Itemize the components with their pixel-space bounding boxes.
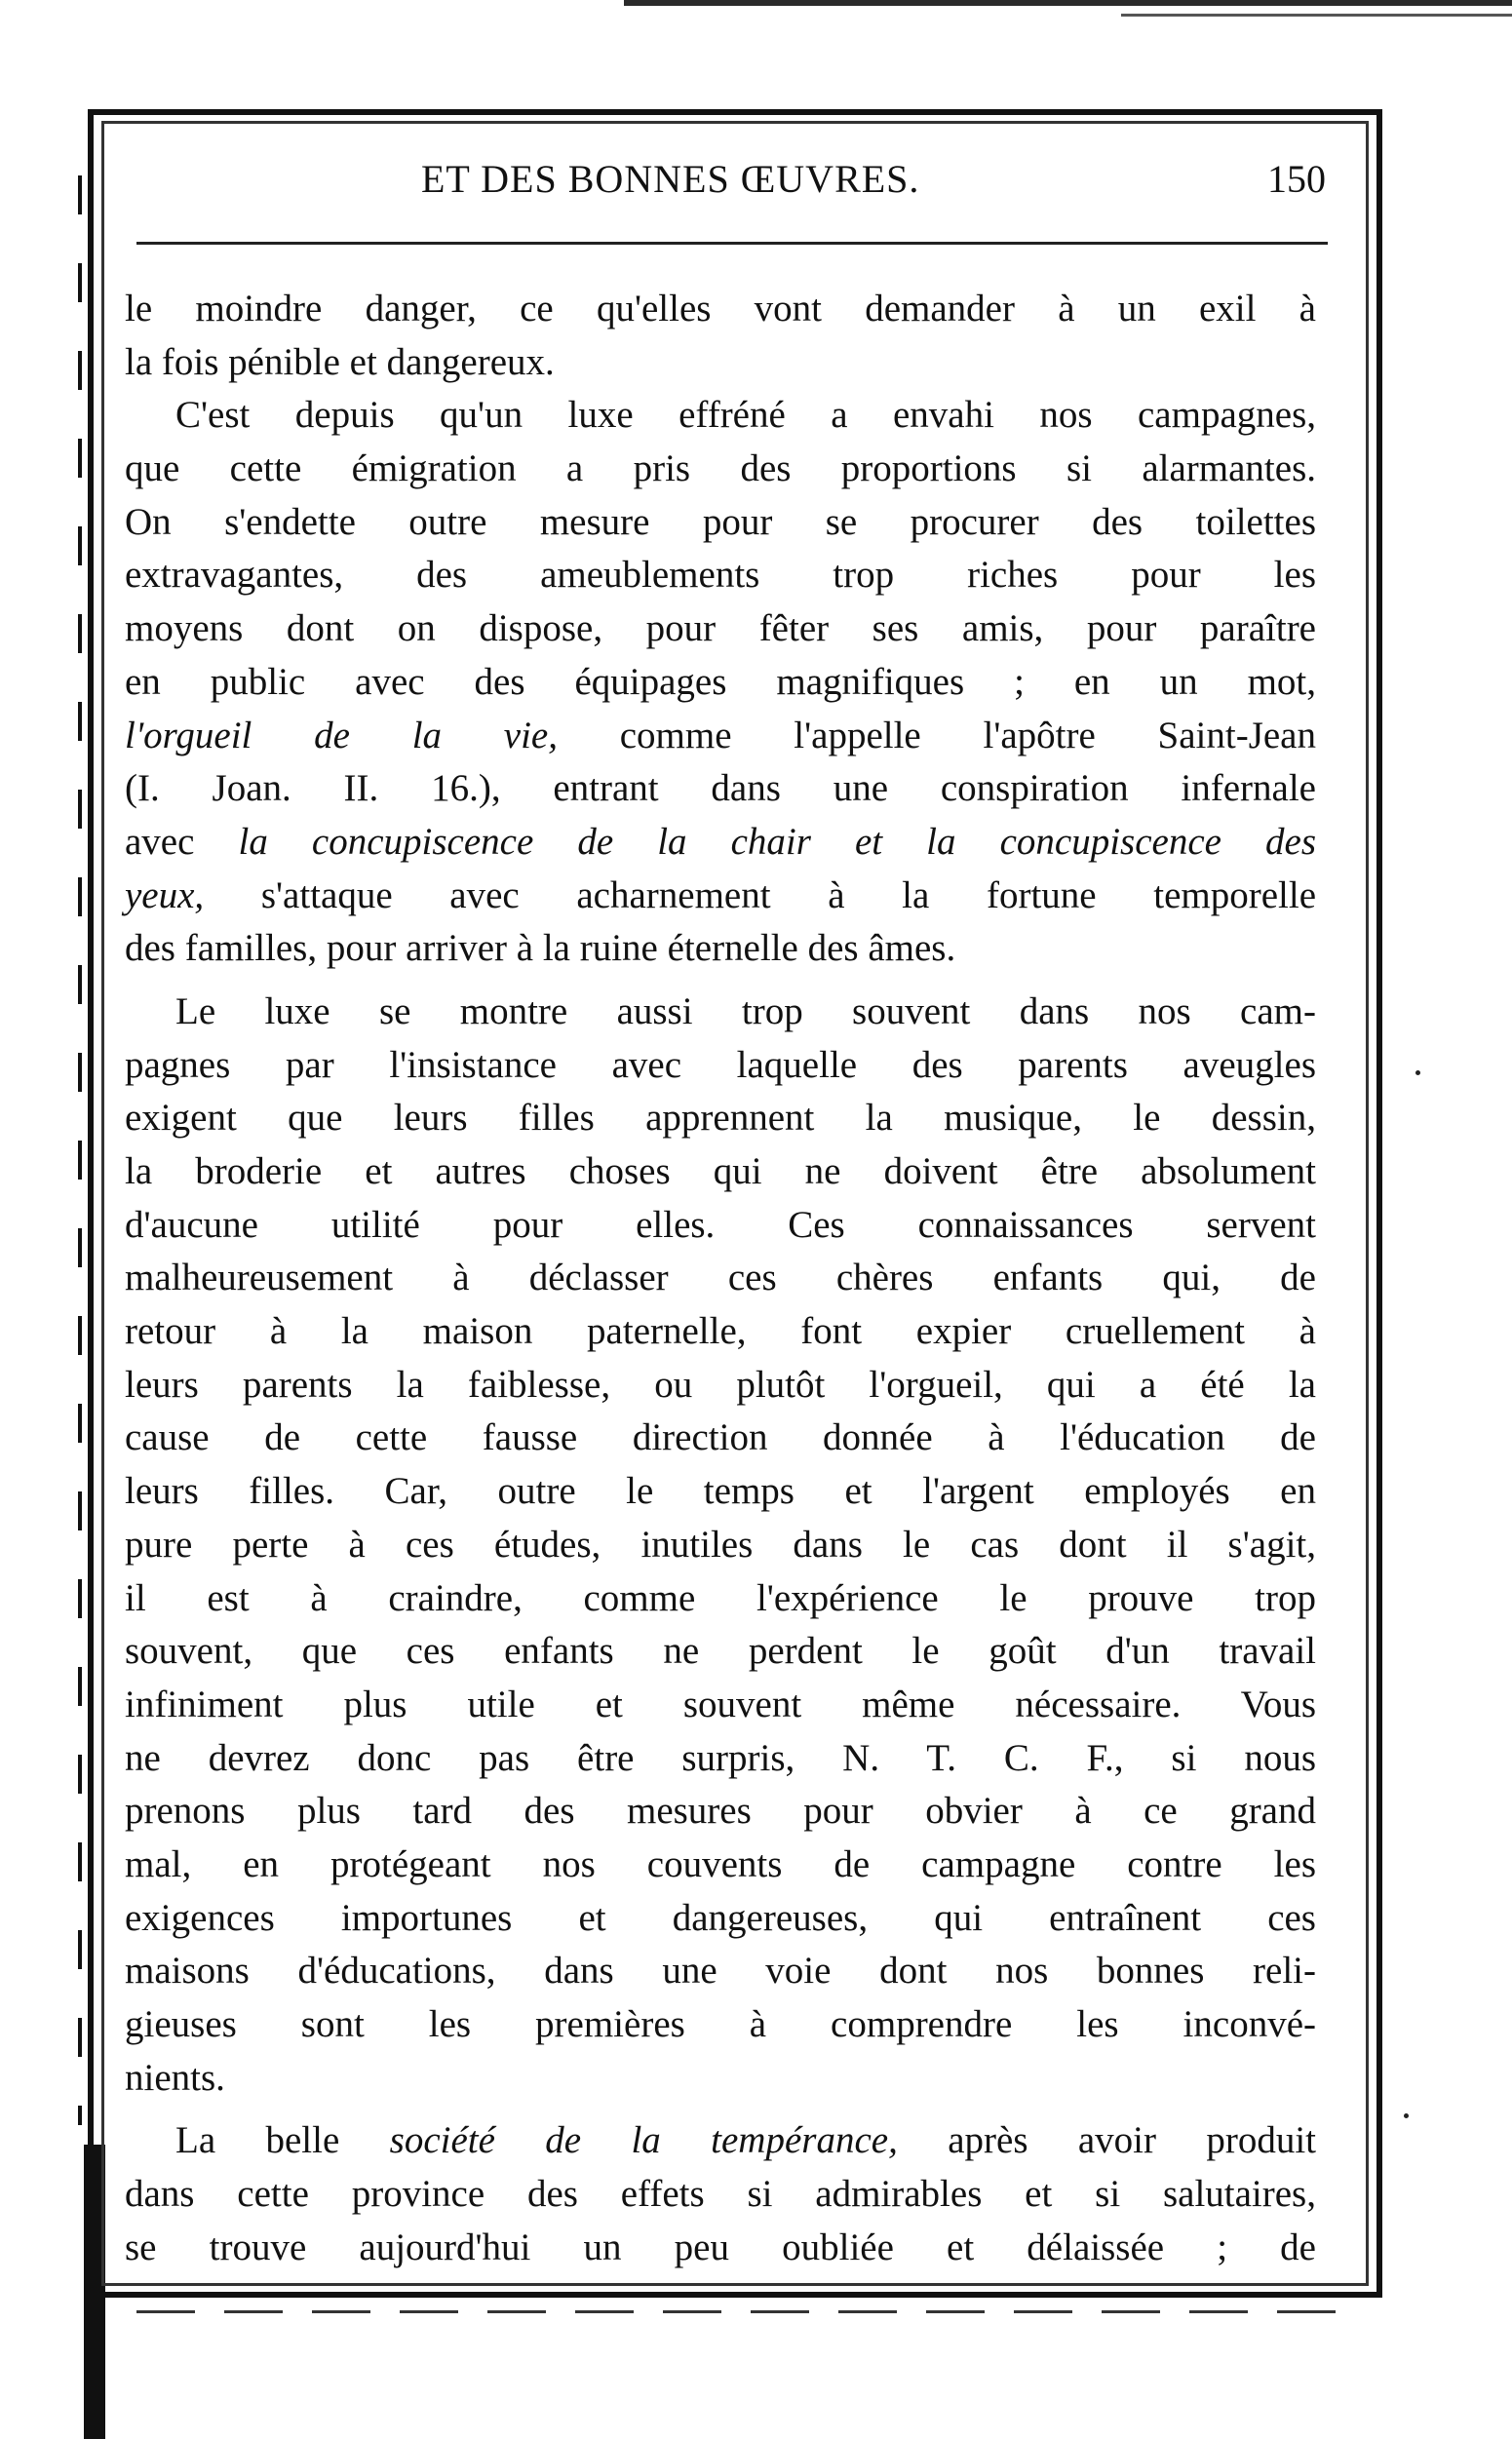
- text-line: leurs parents la faiblesse, ou plutôt l'orgueil, qui a été la: [125, 1363, 1316, 1406]
- text-line: que cette émigration a pris des proportions si alarmantes.: [125, 447, 1316, 490]
- text-run: s'attaque avec acharnement à la fortune temporelle: [204, 873, 1316, 916]
- text-line: se trouve aujourd'hui un peu oubliée et délaissée ; de: [125, 2226, 1316, 2268]
- text-line: extravagantes, des ameublements trop riches pour les: [125, 554, 1316, 597]
- text-line: [125, 870, 1316, 923]
- text-line: (I. Joan. II. 16.), entrant dans une conspiration infernale: [125, 767, 1316, 810]
- text-line: d'aucune utilité pour elles. Ces connaissances servent: [125, 1203, 1316, 1246]
- text-line: On s'endette outre mesure pour se procurer des toilettes: [125, 500, 1316, 543]
- body-text: [125, 283, 1316, 2274]
- text-line: la fois pénible et dangereux.: [125, 340, 555, 383]
- page-number: 150: [1267, 157, 1326, 201]
- text-line: leurs filles. Car, outre le temps et l'argent employés en: [125, 1470, 1316, 1513]
- text-line: ne devrez donc pas être surpris, N. T. C. F., si nous: [125, 1736, 1316, 1779]
- running-title: ET DES BONNES ŒUVRES.: [421, 157, 920, 201]
- text-line: la broderie et autres choses qui ne doivent être absolument: [125, 1150, 1316, 1192]
- text-line: malheureusement à déclasser ces chères enfants qui, de: [125, 1257, 1316, 1299]
- text-line: retour à la maison paternelle, font expier cruellement à: [125, 1310, 1316, 1353]
- text-line: dans cette province des effets si admirables et si salutaires,: [125, 2173, 1316, 2216]
- text-line: maisons d'éducations, dans une voie dont nos bonnes reli-: [125, 1950, 1316, 1993]
- text-line: [125, 816, 1316, 870]
- text-run: comme l'appelle l'apôtre Saint-Jean: [557, 714, 1316, 756]
- text-line: le moindre danger, ce qu'elles vont demander à un exil à: [125, 288, 1316, 329]
- text-line: Le luxe se montre aussi trop souvent dans nos cam-: [175, 989, 1316, 1032]
- header-rule: [136, 242, 1328, 245]
- bottom-rule: [136, 2310, 1336, 2313]
- italic-phrase: société de la tempérance,: [389, 2119, 898, 2162]
- text-line: souvent, que ces enfants ne perdent le goût d'un travail: [125, 1630, 1316, 1673]
- text-line: infiniment plus utile et souvent même nécessaire. Vous: [125, 1683, 1316, 1725]
- text-line: des familles, pour arriver à la ruine éternelle des âmes.: [125, 927, 956, 970]
- left-edge-marks: [78, 175, 82, 2125]
- text-line: pagnes par l'insistance avec laquelle des parents aveugles: [125, 1043, 1316, 1086]
- text-line: moyens dont on dispose, pour fêter ses amis, pour paraître: [125, 607, 1316, 650]
- text-line: [125, 2114, 1316, 2168]
- text-line: mal, en protégeant nos couvents de campagne contre les: [125, 1842, 1316, 1885]
- text-line: exigences importunes et dangereuses, qui entraînent ces: [125, 1896, 1316, 1939]
- italic-phrase: la concupiscence de la chair et la concupiscence des: [238, 820, 1316, 863]
- text-run: après avoir produit: [897, 2119, 1317, 2162]
- top-edge-rule-secondary: [1121, 14, 1512, 17]
- text-line: en public avec des équipages magnifiques ; en un mot,: [125, 660, 1316, 703]
- text-line: nients.: [125, 2056, 225, 2099]
- italic-phrase: yeux,: [125, 873, 205, 916]
- text-line: exigent que leurs filles apprennent la musique, le dessin,: [125, 1097, 1316, 1140]
- margin-speck: [1415, 1070, 1420, 1075]
- text-line: prenons plus tard des mesures pour obvier à ce grand: [125, 1790, 1316, 1833]
- text-line: cause de cette fausse direction donnée à l'éducation de: [125, 1416, 1316, 1459]
- text-line: C'est depuis qu'un luxe effréné a envahi nos campagnes,: [175, 394, 1316, 437]
- text-line: pure perte à ces études, inutiles dans le cas dont il s'agit,: [125, 1523, 1316, 1566]
- text-line: il est à craindre, comme l'expérience le prouve trop: [125, 1576, 1316, 1619]
- text-line: [125, 710, 1316, 763]
- text-run: La belle: [175, 2119, 390, 2162]
- text-run: avec: [125, 820, 239, 863]
- margin-speck: [1404, 2113, 1409, 2118]
- running-head: [136, 156, 1326, 214]
- italic-phrase: l'orgueil de la vie,: [125, 714, 558, 756]
- text-line: gieuses sont les premières à comprendre les inconvé-: [125, 2003, 1316, 2045]
- top-edge-rule: [624, 0, 1512, 6]
